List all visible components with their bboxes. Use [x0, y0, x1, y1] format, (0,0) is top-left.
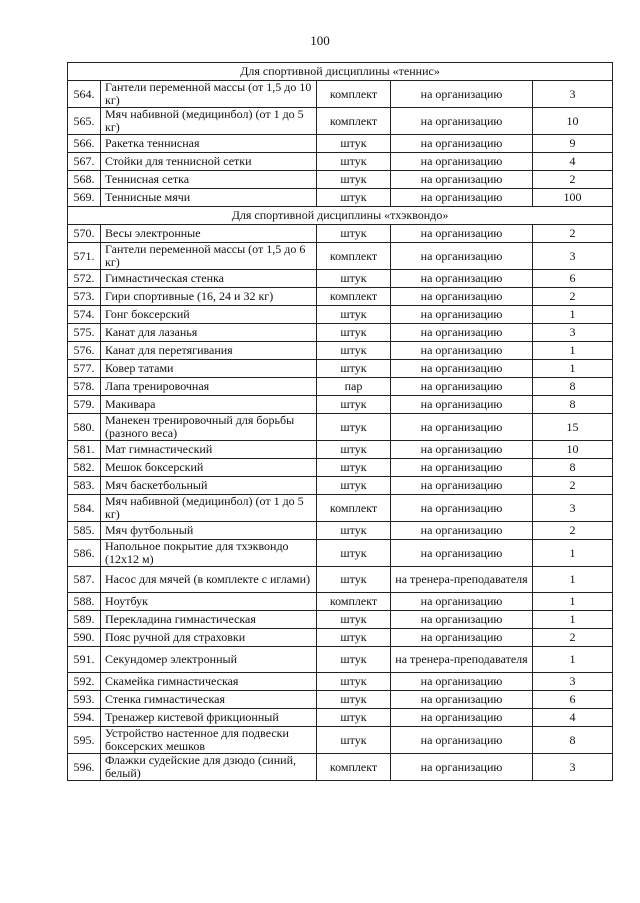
unit-of-measure: комплект: [317, 288, 391, 306]
row-number: 595.: [68, 727, 101, 754]
section-title: Для спортивной дисциплины «теннис»: [68, 63, 613, 81]
table-row: [68, 81, 613, 108]
item-name: Мешок боксерский: [101, 459, 317, 477]
quantity: 3: [533, 754, 613, 781]
quantity: 100: [533, 189, 613, 207]
row-number: 584.: [68, 495, 101, 522]
allocation: на организацию: [391, 495, 533, 522]
item-name: Канат для лазанья: [101, 324, 317, 342]
item-name: Мяч набивной (медицинбол) (от 1 до 5 кг): [101, 108, 317, 135]
item-name: Стойки для теннисной сетки: [101, 153, 317, 171]
table-row: [68, 459, 613, 477]
table-row: [68, 171, 613, 189]
row-number: 572.: [68, 270, 101, 288]
quantity: 1: [533, 306, 613, 324]
unit-of-measure: штук: [317, 709, 391, 727]
unit-of-measure: пар: [317, 378, 391, 396]
unit-of-measure: штук: [317, 225, 391, 243]
section-header-row: [68, 207, 613, 225]
row-number: 580.: [68, 414, 101, 441]
table-row: [68, 441, 613, 459]
table-row: [68, 288, 613, 306]
allocation: на организацию: [391, 629, 533, 647]
quantity: 3: [533, 81, 613, 108]
unit-of-measure: штук: [317, 153, 391, 171]
allocation: на организацию: [391, 611, 533, 629]
unit-of-measure: штук: [317, 189, 391, 207]
unit-of-measure: комплект: [317, 243, 391, 270]
item-name: Гонг боксерский: [101, 306, 317, 324]
allocation: на организацию: [391, 414, 533, 441]
item-name: Мяч баскетбольный: [101, 477, 317, 495]
allocation: на организацию: [391, 324, 533, 342]
row-number: 589.: [68, 611, 101, 629]
unit-of-measure: штук: [317, 135, 391, 153]
row-number: 568.: [68, 171, 101, 189]
unit-of-measure: штук: [317, 171, 391, 189]
row-number: 596.: [68, 754, 101, 781]
row-number: 574.: [68, 306, 101, 324]
row-number: 583.: [68, 477, 101, 495]
quantity: 2: [533, 477, 613, 495]
row-number: 579.: [68, 396, 101, 414]
item-name: Мяч набивной (медицинбол) (от 1 до 5 кг): [101, 495, 317, 522]
quantity: 2: [533, 225, 613, 243]
item-name: Флажки судейские для дзюдо (синий, белый): [101, 754, 317, 781]
row-number: 565.: [68, 108, 101, 135]
quantity: 2: [533, 629, 613, 647]
quantity: 2: [533, 171, 613, 189]
item-name: Ковер татами: [101, 360, 317, 378]
allocation: на организацию: [391, 225, 533, 243]
quantity: 3: [533, 243, 613, 270]
item-name: Гантели переменной массы (от 1,5 до 10 кг): [101, 81, 317, 108]
allocation: на тренера-преподавателя: [391, 567, 533, 593]
item-name: Гантели переменной массы (от 1,5 до 6 кг): [101, 243, 317, 270]
unit-of-measure: штук: [317, 414, 391, 441]
unit-of-measure: комплект: [317, 81, 391, 108]
item-name: Лапа тренировочная: [101, 378, 317, 396]
item-name: Стенка гимнастическая: [101, 691, 317, 709]
allocation: на организацию: [391, 540, 533, 567]
quantity: 8: [533, 378, 613, 396]
row-number: 577.: [68, 360, 101, 378]
item-name: Насос для мячей (в комплекте с иглами): [101, 567, 317, 593]
row-number: 593.: [68, 691, 101, 709]
item-name: Манекен тренировочный для борьбы (разного веса): [101, 414, 317, 441]
row-number: 573.: [68, 288, 101, 306]
allocation: на организацию: [391, 396, 533, 414]
row-number: 567.: [68, 153, 101, 171]
table-row: [68, 495, 613, 522]
allocation: на организацию: [391, 306, 533, 324]
quantity: 1: [533, 540, 613, 567]
unit-of-measure: штук: [317, 324, 391, 342]
row-number: 576.: [68, 342, 101, 360]
table-row: [68, 611, 613, 629]
allocation: на организацию: [391, 477, 533, 495]
item-name: Секундомер электронный: [101, 647, 317, 673]
allocation: на организацию: [391, 522, 533, 540]
row-number: 564.: [68, 81, 101, 108]
unit-of-measure: штук: [317, 691, 391, 709]
equipment-table: [67, 62, 613, 781]
quantity: 8: [533, 396, 613, 414]
unit-of-measure: штук: [317, 647, 391, 673]
table-row: [68, 709, 613, 727]
unit-of-measure: штук: [317, 522, 391, 540]
table-row: [68, 243, 613, 270]
item-name: Скамейка гимнастическая: [101, 673, 317, 691]
table-row: [68, 754, 613, 781]
section-title: Для спортивной дисциплины «тхэквондо»: [68, 207, 613, 225]
table-row: [68, 360, 613, 378]
table-row: [68, 225, 613, 243]
row-number: 581.: [68, 441, 101, 459]
item-name: Мат гимнастический: [101, 441, 317, 459]
unit-of-measure: штук: [317, 727, 391, 754]
item-name: Макивара: [101, 396, 317, 414]
quantity: 9: [533, 135, 613, 153]
allocation: на организацию: [391, 189, 533, 207]
item-name: Пояс ручной для страховки: [101, 629, 317, 647]
quantity: 1: [533, 342, 613, 360]
unit-of-measure: штук: [317, 629, 391, 647]
allocation: на организацию: [391, 754, 533, 781]
quantity: 6: [533, 691, 613, 709]
unit-of-measure: штук: [317, 441, 391, 459]
quantity: 3: [533, 324, 613, 342]
unit-of-measure: комплект: [317, 108, 391, 135]
table-row: [68, 270, 613, 288]
section-header-row: [68, 63, 613, 81]
table-row: [68, 414, 613, 441]
quantity: 15: [533, 414, 613, 441]
row-number: 578.: [68, 378, 101, 396]
allocation: на организацию: [391, 153, 533, 171]
item-name: Напольное покрытие для тхэквондо (12х12 м): [101, 540, 317, 567]
item-name: Весы электронные: [101, 225, 317, 243]
unit-of-measure: штук: [317, 360, 391, 378]
unit-of-measure: комплект: [317, 495, 391, 522]
item-name: Ноутбук: [101, 593, 317, 611]
unit-of-measure: штук: [317, 270, 391, 288]
allocation: на организацию: [391, 135, 533, 153]
allocation: на организацию: [391, 593, 533, 611]
item-name: Ракетка теннисная: [101, 135, 317, 153]
item-name: Теннисная сетка: [101, 171, 317, 189]
row-number: 569.: [68, 189, 101, 207]
table-row: [68, 691, 613, 709]
table-row: [68, 396, 613, 414]
item-name: Теннисные мячи: [101, 189, 317, 207]
table-row: [68, 342, 613, 360]
unit-of-measure: комплект: [317, 754, 391, 781]
quantity: 1: [533, 647, 613, 673]
row-number: 591.: [68, 647, 101, 673]
allocation: на организацию: [391, 81, 533, 108]
allocation: на организацию: [391, 360, 533, 378]
quantity: 2: [533, 288, 613, 306]
table-row: [68, 673, 613, 691]
unit-of-measure: комплект: [317, 593, 391, 611]
unit-of-measure: штук: [317, 342, 391, 360]
allocation: на организацию: [391, 342, 533, 360]
table-row: [68, 567, 613, 593]
unit-of-measure: штук: [317, 673, 391, 691]
unit-of-measure: штук: [317, 611, 391, 629]
quantity: 8: [533, 459, 613, 477]
allocation: на организацию: [391, 709, 533, 727]
quantity: 6: [533, 270, 613, 288]
equipment-table-body: [68, 63, 613, 781]
table-row: [68, 378, 613, 396]
unit-of-measure: штук: [317, 306, 391, 324]
item-name: Устройство настенное для подвески боксерских мешков: [101, 727, 317, 754]
allocation: на организацию: [391, 378, 533, 396]
allocation: на организацию: [391, 108, 533, 135]
item-name: Тренажер кистевой фрикционный: [101, 709, 317, 727]
table-row: [68, 593, 613, 611]
table-row: [68, 477, 613, 495]
allocation: на организацию: [391, 243, 533, 270]
row-number: 582.: [68, 459, 101, 477]
allocation: на организацию: [391, 459, 533, 477]
allocation: на организацию: [391, 288, 533, 306]
item-name: Канат для перетягивания: [101, 342, 317, 360]
row-number: 588.: [68, 593, 101, 611]
unit-of-measure: штук: [317, 477, 391, 495]
quantity: 1: [533, 360, 613, 378]
unit-of-measure: штук: [317, 459, 391, 477]
quantity: 8: [533, 727, 613, 754]
row-number: 575.: [68, 324, 101, 342]
table-row: [68, 135, 613, 153]
quantity: 2: [533, 522, 613, 540]
item-name: Гири спортивные (16, 24 и 32 кг): [101, 288, 317, 306]
row-number: 566.: [68, 135, 101, 153]
quantity: 3: [533, 495, 613, 522]
allocation: на организацию: [391, 727, 533, 754]
table-row: [68, 540, 613, 567]
allocation: на организацию: [391, 171, 533, 189]
table-row: [68, 647, 613, 673]
quantity: 10: [533, 108, 613, 135]
row-number: 571.: [68, 243, 101, 270]
unit-of-measure: штук: [317, 540, 391, 567]
table-row: [68, 189, 613, 207]
table-row: [68, 727, 613, 754]
allocation: на тренера-преподавателя: [391, 647, 533, 673]
table-row: [68, 629, 613, 647]
item-name: Перекладина гимнастическая: [101, 611, 317, 629]
table-row: [68, 153, 613, 171]
table-row: [68, 306, 613, 324]
row-number: 587.: [68, 567, 101, 593]
table-row: [68, 324, 613, 342]
quantity: 1: [533, 593, 613, 611]
table-row: [68, 522, 613, 540]
row-number: 590.: [68, 629, 101, 647]
item-name: Мяч футбольный: [101, 522, 317, 540]
allocation: на организацию: [391, 691, 533, 709]
row-number: 594.: [68, 709, 101, 727]
row-number: 592.: [68, 673, 101, 691]
item-name: Гимнастическая стенка: [101, 270, 317, 288]
quantity: 1: [533, 567, 613, 593]
row-number: 585.: [68, 522, 101, 540]
quantity: 4: [533, 709, 613, 727]
quantity: 1: [533, 611, 613, 629]
quantity: 10: [533, 441, 613, 459]
allocation: на организацию: [391, 441, 533, 459]
table-row: [68, 108, 613, 135]
row-number: 586.: [68, 540, 101, 567]
allocation: на организацию: [391, 270, 533, 288]
unit-of-measure: штук: [317, 567, 391, 593]
quantity: 3: [533, 673, 613, 691]
quantity: 4: [533, 153, 613, 171]
allocation: на организацию: [391, 673, 533, 691]
unit-of-measure: штук: [317, 396, 391, 414]
row-number: 570.: [68, 225, 101, 243]
page-number: 100: [310, 33, 330, 48]
